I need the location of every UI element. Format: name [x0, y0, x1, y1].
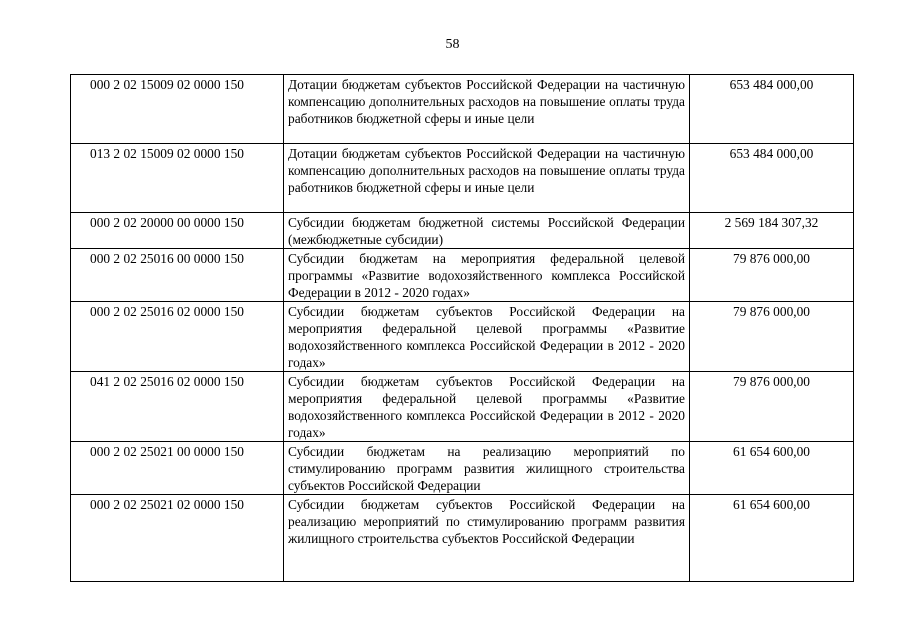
revenue-description: Дотации бюджетам субъектов Российской Федерации на частичную компенсацию дополнительных расходов на повышение оплаты труда работников бюджетной сферы и иные цели	[284, 144, 690, 213]
amount-value: 61 654 600,00	[690, 495, 854, 582]
amount-value: 79 876 000,00	[690, 372, 854, 442]
classification-code: 013 2 02 15009 02 0000 150	[71, 144, 284, 213]
table-row	[71, 75, 854, 144]
table-row	[71, 249, 854, 302]
amount-value: 653 484 000,00	[690, 75, 854, 144]
table-row	[71, 302, 854, 372]
revenue-description: Субсидии бюджетам субъектов Российской Федерации на мероприятия федеральной целевой программы «Развитие водохозяйственного комплекса Российской Федерации в 2012 - 2020 годах»	[284, 372, 690, 442]
amount-value: 79 876 000,00	[690, 249, 854, 302]
revenue-description: Субсидии бюджетам на мероприятия федеральной целевой программы «Развитие водохозяйственного комплекса Российской Федерации в 2012 - 2020 годах»	[284, 249, 690, 302]
classification-code: 000 2 02 15009 02 0000 150	[71, 75, 284, 144]
classification-code: 000 2 02 25021 00 0000 150	[71, 442, 284, 495]
table-row	[71, 372, 854, 442]
table-row	[71, 213, 854, 249]
page-number: 58	[445, 37, 460, 52]
revenue-description: Дотации бюджетам субъектов Российской Федерации на частичную компенсацию дополнительных расходов на повышение оплаты труда работников бюджетной сферы и иные цели	[284, 75, 690, 144]
revenue-description: Субсидии бюджетам субъектов Российской Федерации на реализацию мероприятий по стимулированию программ развития жилищного строительства субъектов Российской Федерации	[284, 495, 690, 582]
classification-code: 000 2 02 20000 00 0000 150	[71, 213, 284, 249]
budget-revenue-table	[70, 74, 854, 582]
amount-value: 61 654 600,00	[690, 442, 854, 495]
table-row	[71, 442, 854, 495]
classification-code: 000 2 02 25016 00 0000 150	[71, 249, 284, 302]
classification-code: 041 2 02 25016 02 0000 150	[71, 372, 284, 442]
amount-value: 79 876 000,00	[690, 302, 854, 372]
revenue-description: Субсидии бюджетам бюджетной системы Российской Федерации (межбюджетные субсидии)	[284, 213, 690, 249]
revenue-description: Субсидии бюджетам субъектов Российской Федерации на мероприятия федеральной целевой программы «Развитие водохозяйственного комплекса Российской Федерации в 2012 - 2020 годах»	[284, 302, 690, 372]
classification-code: 000 2 02 25021 02 0000 150	[71, 495, 284, 582]
table-row	[71, 495, 854, 582]
classification-code: 000 2 02 25016 02 0000 150	[71, 302, 284, 372]
table-row	[71, 144, 854, 213]
amount-value: 2 569 184 307,32	[690, 213, 854, 249]
amount-value: 653 484 000,00	[690, 144, 854, 213]
revenue-description: Субсидии бюджетам на реализацию мероприятий по стимулированию программ развития жилищного строительства субъектов Российской Федерации	[284, 442, 690, 495]
